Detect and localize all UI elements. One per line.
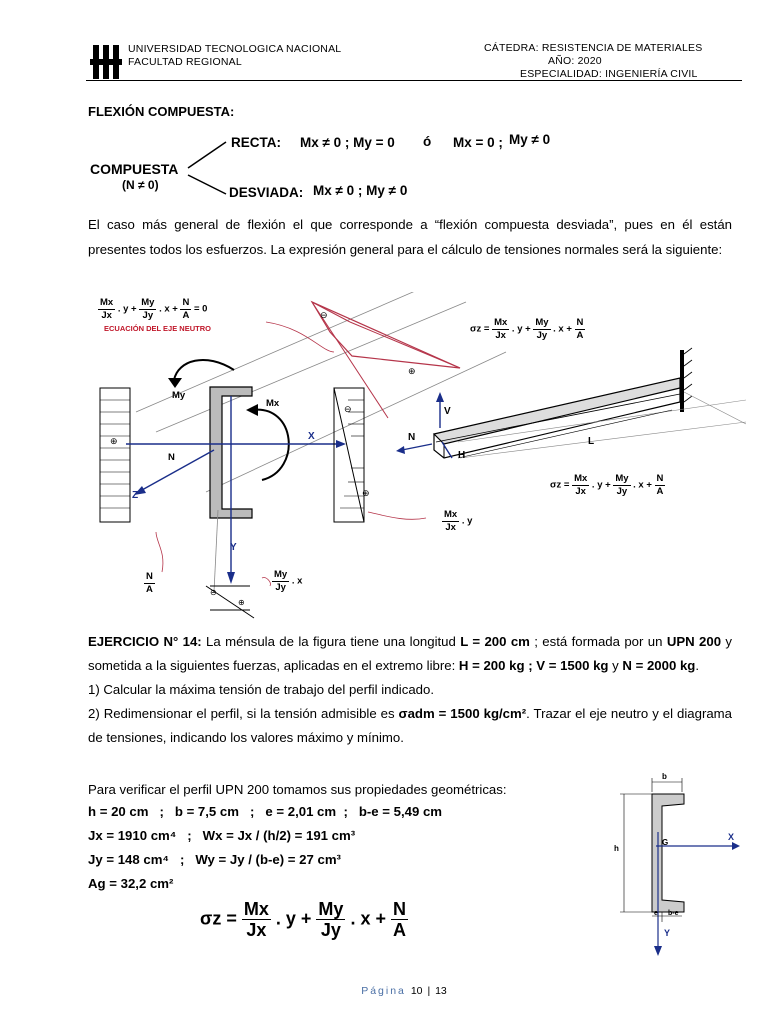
label-n-beam: N (408, 432, 416, 443)
header-rule (86, 80, 742, 81)
top-sigma: σz = (470, 323, 490, 335)
anio-row (484, 55, 740, 68)
utn-logo (90, 43, 122, 81)
anio-label: AÑO: (548, 55, 575, 67)
na-a: A (182, 309, 190, 321)
section-label-x: X (728, 832, 735, 842)
intro-paragraph (88, 212, 732, 262)
bottom-diagram-minus: ⊖ (210, 588, 217, 597)
formula-dot-x: . x + (350, 908, 386, 929)
top-n: N (576, 317, 584, 328)
exercise-item-1: 1) Calcular la máxima tensión de trabajo del perfil indicado. (88, 682, 434, 697)
label-axis-x: X (308, 431, 315, 442)
item2-text-b: . Trazar el eje neutro y el diagrama de tensiones, indicando los valores máximo y mínimo. (88, 706, 732, 745)
footer-page-total: 13 (435, 985, 447, 997)
exercise-statement (88, 630, 732, 678)
formula-dot-y: . y + (275, 908, 312, 929)
n-term-label (144, 572, 155, 594)
sigma-formula-beam (550, 474, 665, 496)
university-name (128, 43, 341, 69)
na-jy: Jy (142, 309, 154, 321)
label-mx-moment: Mx (266, 398, 280, 409)
mylbl-dot-x: . x (291, 575, 303, 587)
mxlbl-jx: Jx (445, 521, 456, 533)
top-diagram-minus: ⊖ (320, 310, 328, 320)
especialidad-label: ESPECIALIDAD: (520, 68, 602, 80)
right-diagram-plus: ⊕ (362, 488, 370, 498)
formula-jx: Jx (246, 920, 267, 940)
props-line-3: Jy = 148 cm⁴ ; Wy = Jy / (b-e) = 27 cm³ (88, 852, 341, 867)
catedra-label: CÁTEDRA: (484, 42, 539, 54)
n-condition: (N ≠ 0) (122, 178, 159, 192)
top-jy: Jy (536, 329, 548, 341)
section-label-h: h (614, 844, 619, 853)
beam-mx: Mx (574, 473, 588, 484)
section-label-e: e (654, 910, 658, 917)
exercise-title: EJERCICIO N° 14: (88, 634, 202, 649)
label-axis-y: Y (230, 542, 237, 553)
formula-n: N (393, 899, 406, 919)
exercise-item-2 (88, 702, 732, 750)
na-my: My (141, 297, 155, 308)
label-v: V (444, 406, 451, 417)
mylbl-jy: Jy (275, 581, 286, 593)
section-label-b: b (662, 772, 667, 781)
top-dot-x: . x + (553, 323, 572, 335)
beam-dot-y: . y + (591, 479, 611, 491)
top-dot-y: . y + (511, 323, 531, 335)
beam-a: A (656, 485, 664, 497)
beam-sigma: σz = (550, 479, 570, 491)
mx-term-label (442, 510, 472, 532)
desviada-label: DESVIADA: (229, 185, 304, 200)
na-dot-y: . y + (117, 303, 137, 315)
stress-formula (200, 900, 408, 939)
exercise-text-c: y sometida a la siguientes fuerzas, aplicadas en el extremo libre: (88, 634, 732, 673)
properties-block (88, 780, 588, 896)
props-line-2: Jx = 1910 cm⁴ ; Wx = Jx / (h/2) = 191 cm³ (88, 828, 356, 843)
exercise-block (88, 630, 732, 750)
intro-text: El caso más general de flexión el que corresponde a “flexión compuesta desviada”, pues en él están presentes todos los esfuerzos. La expresión general para el cálculo de tensiones normales será la siguiente: (88, 217, 732, 257)
formula-jy: Jy (320, 920, 341, 940)
recta-case-2a: Mx = 0 ; (453, 135, 503, 150)
exercise-and: y (608, 658, 623, 673)
formula-sigma: σz = (200, 908, 237, 929)
footer-page-number: 10 (410, 985, 423, 997)
label-my-moment: My (172, 390, 186, 401)
my-term-label (272, 570, 302, 592)
label-n-section: N (168, 452, 175, 463)
verify-line: Para verificar el perfil UPN 200 tomamos sus propiedades geométricas: (88, 782, 507, 797)
na-jx: Jx (101, 309, 112, 321)
course-info (484, 42, 740, 81)
beam-dot-x: . x + (633, 479, 652, 491)
top-mx: Mx (494, 317, 508, 328)
university-line-1: UNIVERSIDAD TECNOLOGICA NACIONAL (128, 43, 342, 55)
compound-bending-figure (86, 292, 746, 622)
right-diagram-minus: ⊖ (344, 404, 352, 414)
section-label-g: G (662, 838, 669, 847)
top-diagram-plus: ⊕ (408, 366, 416, 376)
exercise-length: L = 200 cm (460, 634, 530, 649)
figure-drawing (86, 292, 746, 622)
props-line-4: Ag = 32,2 cm² (88, 876, 174, 891)
na-eq-zero: = 0 (193, 303, 208, 315)
nlbl-a: A (146, 583, 153, 595)
na-mx: Mx (100, 297, 114, 308)
mylbl-my: My (274, 569, 288, 580)
beam-my: My (615, 473, 629, 484)
exercise-period: . (695, 658, 700, 673)
top-a: A (576, 329, 584, 341)
section-label-y: Y (664, 928, 671, 938)
exercise-profile: UPN 200 (666, 634, 722, 649)
nlbl-n: N (146, 571, 153, 582)
beam-n: N (656, 473, 664, 484)
university-line-2: FACULTAD REGIONAL (128, 56, 242, 68)
section-title: FLEXIÓN COMPUESTA: (88, 104, 235, 119)
formula-my: My (318, 899, 344, 919)
left-diagram-plus: ⊕ (110, 436, 118, 446)
recta-case-2b: My ≠ 0 (509, 132, 551, 147)
exercise-text-b: ; está formada por un (529, 634, 667, 649)
or-word: ó (423, 134, 432, 149)
exercise-text-a: La ménsula de la figura tiene una longitud (201, 634, 461, 649)
especialidad-value: INGENIERÍA CIVIL (605, 68, 698, 80)
exercise-forces: H = 200 kg ; V = 1500 kg (458, 658, 609, 673)
exercise-normal-force: N = 2000 kg (622, 658, 696, 673)
na-dot-x: . x + (159, 303, 178, 315)
footer-label: Página (361, 985, 406, 997)
neutral-axis-caption: ECUACIÓN DEL EJE NEUTRO (104, 324, 211, 333)
compuesta-label: COMPUESTA (90, 161, 179, 177)
desviada-case: Mx ≠ 0 ; My ≠ 0 (313, 183, 408, 198)
label-l: L (588, 436, 595, 447)
page-footer: Página 10 | 13 (361, 985, 447, 997)
label-h: H (458, 450, 466, 461)
neutral-axis-equation (98, 298, 207, 320)
props-line-1: h = 20 cm ; b = 7,5 cm ; e = 2,01 cm ; b-e = 5,49 cm (88, 804, 443, 819)
anio-value: 2020 (577, 55, 602, 67)
na-n: N (182, 297, 190, 308)
formula-mx: Mx (243, 899, 269, 919)
classification-diagram (86, 128, 586, 204)
beam-jx: Jx (575, 485, 586, 497)
mxlbl-dot-y: . y (461, 515, 473, 527)
item2-text-a: 2) Redimensionar el perfil, si la tensión admisible es (88, 706, 399, 721)
top-jx: Jx (495, 329, 506, 341)
beam-jy: Jy (616, 485, 628, 497)
sigma-formula-top (470, 318, 585, 340)
catedra-row (484, 42, 740, 55)
item2-sigma: σadm = 1500 kg/cm² (398, 706, 527, 721)
mxlbl-mx: Mx (444, 509, 458, 520)
recta-case-1: Mx ≠ 0 ; My = 0 (300, 135, 395, 150)
formula-a: A (393, 920, 406, 940)
bottom-diagram-plus: ⊕ (238, 598, 245, 607)
label-axis-z: Z (132, 490, 139, 501)
upn-section-figure (600, 772, 746, 962)
catedra-value: RESISTENCIA DE MATERIALES (541, 42, 703, 54)
section-label-b-e: b-e (668, 910, 679, 917)
top-my: My (535, 317, 549, 328)
recta-label: RECTA: (231, 135, 281, 150)
